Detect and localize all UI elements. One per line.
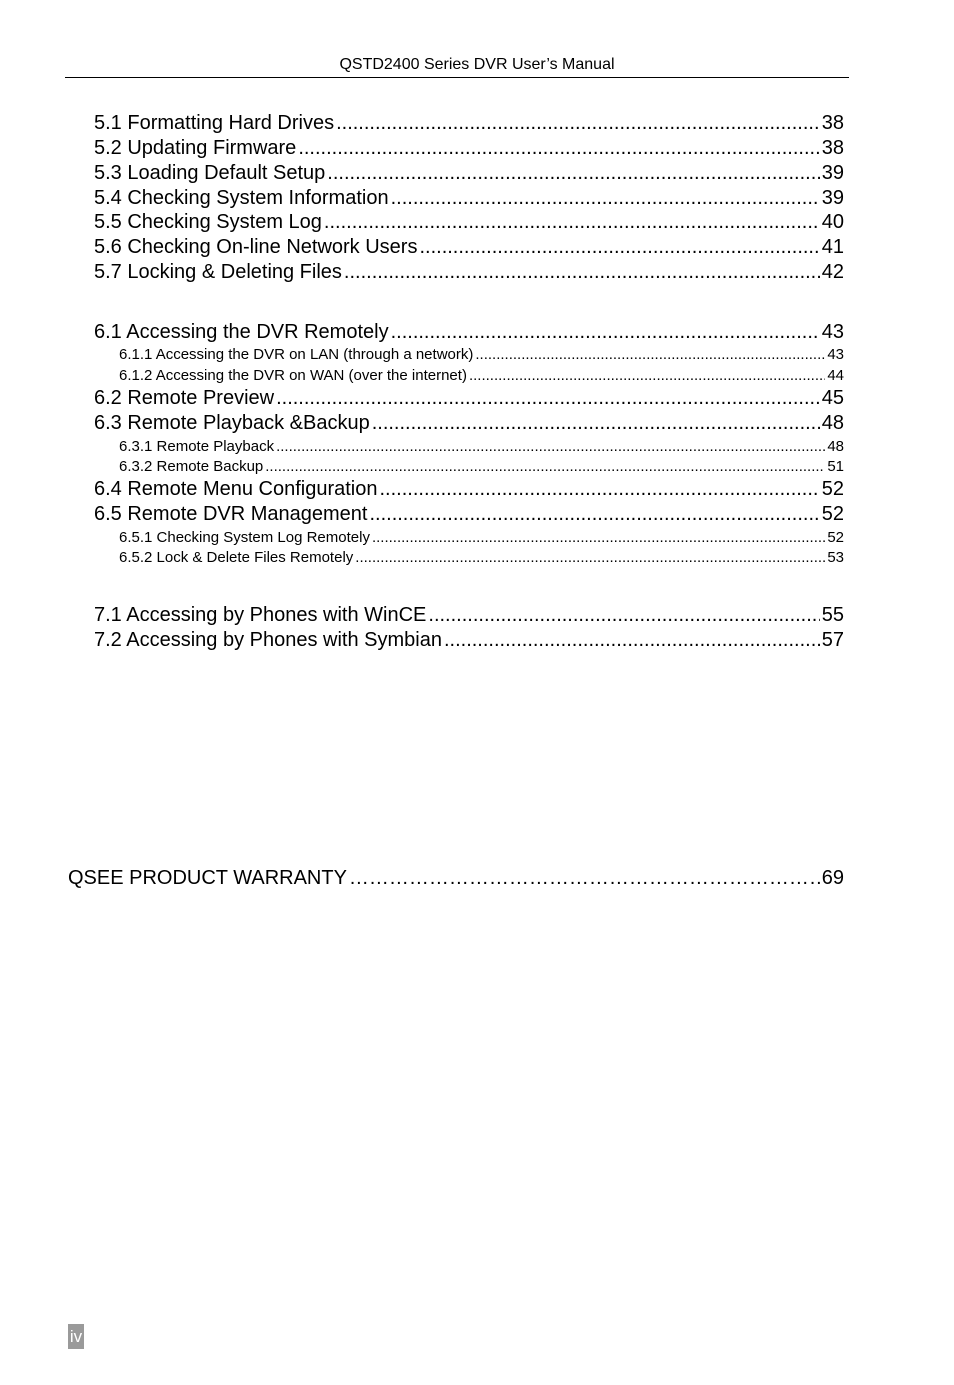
toc-entry-title: 6.3.2 Remote Backup — [119, 458, 264, 475]
header-divider — [65, 77, 849, 78]
dot-leader — [355, 547, 825, 568]
toc-entry-page: 51 — [827, 458, 844, 475]
toc-entry-6-3-2[interactable] — [119, 456, 844, 477]
toc-entry-title: 5.5 Checking System Log — [94, 211, 322, 233]
page-number: iv — [68, 1324, 84, 1349]
dot-leader — [391, 186, 820, 211]
toc-entry-page: 43 — [821, 321, 844, 343]
dot-leader — [349, 866, 820, 891]
toc-entry-page: 55 — [821, 604, 844, 626]
dot-leader — [276, 386, 820, 411]
toc-entry-page: 43 — [827, 346, 844, 363]
toc-entry-title: 6.1.2 Accessing the DVR on WAN (over the internet) — [119, 367, 467, 384]
toc-entry-page: 41 — [821, 236, 844, 258]
toc-entry-6-5-1[interactable] — [119, 527, 844, 548]
dot-leader — [372, 411, 820, 436]
dot-leader — [475, 344, 825, 365]
toc-entry-5-5[interactable] — [94, 210, 844, 235]
toc-entry-5-4[interactable] — [94, 186, 844, 211]
dot-leader — [336, 111, 820, 136]
toc-entry-6-5[interactable] — [94, 502, 844, 527]
toc-entry-title: 5.2 Updating Firmware — [94, 137, 297, 159]
toc-entry-title: 6.4 Remote Menu Configuration — [94, 478, 378, 500]
toc-entry-page: 52 — [821, 503, 844, 525]
toc-entry-5-1[interactable] — [94, 111, 844, 136]
toc-entry-5-2[interactable] — [94, 136, 844, 161]
toc-entry-page: 44 — [827, 367, 844, 384]
toc-entry-7-2[interactable] — [94, 628, 844, 653]
dot-leader — [324, 210, 820, 235]
toc-entry-page: 48 — [821, 412, 844, 434]
toc-entry-page: 38 — [821, 112, 844, 134]
dot-leader — [444, 628, 820, 653]
toc-entry-title: 6.3.1 Remote Playback — [119, 438, 275, 455]
toc-entry-title: 5.3 Loading Default Setup — [94, 162, 326, 184]
toc-entry-6-1-1[interactable] — [119, 344, 844, 365]
toc-entry-page: 52 — [827, 529, 844, 546]
toc-entry-6-5-2[interactable] — [119, 547, 844, 568]
dot-leader — [380, 477, 820, 502]
toc-entry-title: 5.4 Checking System Information — [94, 187, 389, 209]
dot-leader — [428, 603, 819, 628]
toc-entry-title: 6.3 Remote Playback &Backup — [94, 412, 370, 434]
dot-leader — [327, 161, 819, 186]
toc-entry-title: 6.1.1 Accessing the DVR on LAN (through a network) — [119, 346, 474, 363]
toc-entry-page: 45 — [821, 387, 844, 409]
page-header: QSTD2400 Series DVR User’s Manual — [339, 56, 615, 73]
toc-entry-page: 53 — [827, 549, 844, 566]
toc-entry-page: 52 — [821, 478, 844, 500]
toc-entry-title: QSEE PRODUCT WARRANTY — [68, 867, 347, 889]
toc-entry-title: 7.2 Accessing by Phones with Symbian — [94, 629, 442, 651]
dot-leader — [344, 260, 820, 285]
toc-entry-page: 57 — [821, 629, 844, 651]
dot-leader — [298, 136, 819, 161]
toc-entry-6-4[interactable] — [94, 477, 844, 502]
toc-entry-warranty[interactable] — [68, 866, 844, 891]
dot-leader — [372, 527, 825, 548]
toc-entry-6-3[interactable] — [94, 411, 844, 436]
toc-entry-title: 5.6 Checking On-line Network Users — [94, 236, 418, 258]
toc-entry-6-1-2[interactable] — [119, 365, 844, 386]
toc-entry-5-3[interactable] — [94, 161, 844, 186]
toc-entry-6-1[interactable] — [94, 320, 844, 345]
toc-entry-title: 5.1 Formatting Hard Drives — [94, 112, 335, 134]
dot-leader — [276, 436, 825, 457]
toc-entry-title: 6.2 Remote Preview — [94, 387, 275, 409]
dot-leader — [419, 235, 819, 260]
toc-entry-title: 6.5.2 Lock & Delete Files Remotely — [119, 549, 354, 566]
toc-entry-title: 6.1 Accessing the DVR Remotely — [94, 321, 389, 343]
toc-entry-6-2[interactable] — [94, 386, 844, 411]
toc-entry-title: 7.1 Accessing by Phones with WinCE — [94, 604, 427, 626]
dot-leader — [265, 456, 825, 477]
toc-entry-page: 38 — [821, 137, 844, 159]
dot-leader — [469, 365, 825, 386]
toc-entry-title: 6.5 Remote DVR Management — [94, 503, 368, 525]
toc-entry-6-3-1[interactable] — [119, 436, 844, 457]
toc-entry-page: 40 — [821, 211, 844, 233]
toc-entry-page: 42 — [821, 261, 844, 283]
toc-entry-title: 6.5.1 Checking System Log Remotely — [119, 529, 370, 546]
toc-entry-page: 48 — [827, 438, 844, 455]
toc-entry-title: 5.7 Locking & Deleting Files — [94, 261, 342, 283]
toc-entry-5-6[interactable] — [94, 235, 844, 260]
toc-entry-5-7[interactable] — [94, 260, 844, 285]
dot-leader — [369, 502, 819, 527]
toc-entry-page: 39 — [821, 187, 844, 209]
toc-entry-page: 39 — [821, 162, 844, 184]
dot-leader — [391, 320, 820, 345]
toc-entry-page: 69 — [821, 867, 844, 889]
toc-entry-7-1[interactable] — [94, 603, 844, 628]
